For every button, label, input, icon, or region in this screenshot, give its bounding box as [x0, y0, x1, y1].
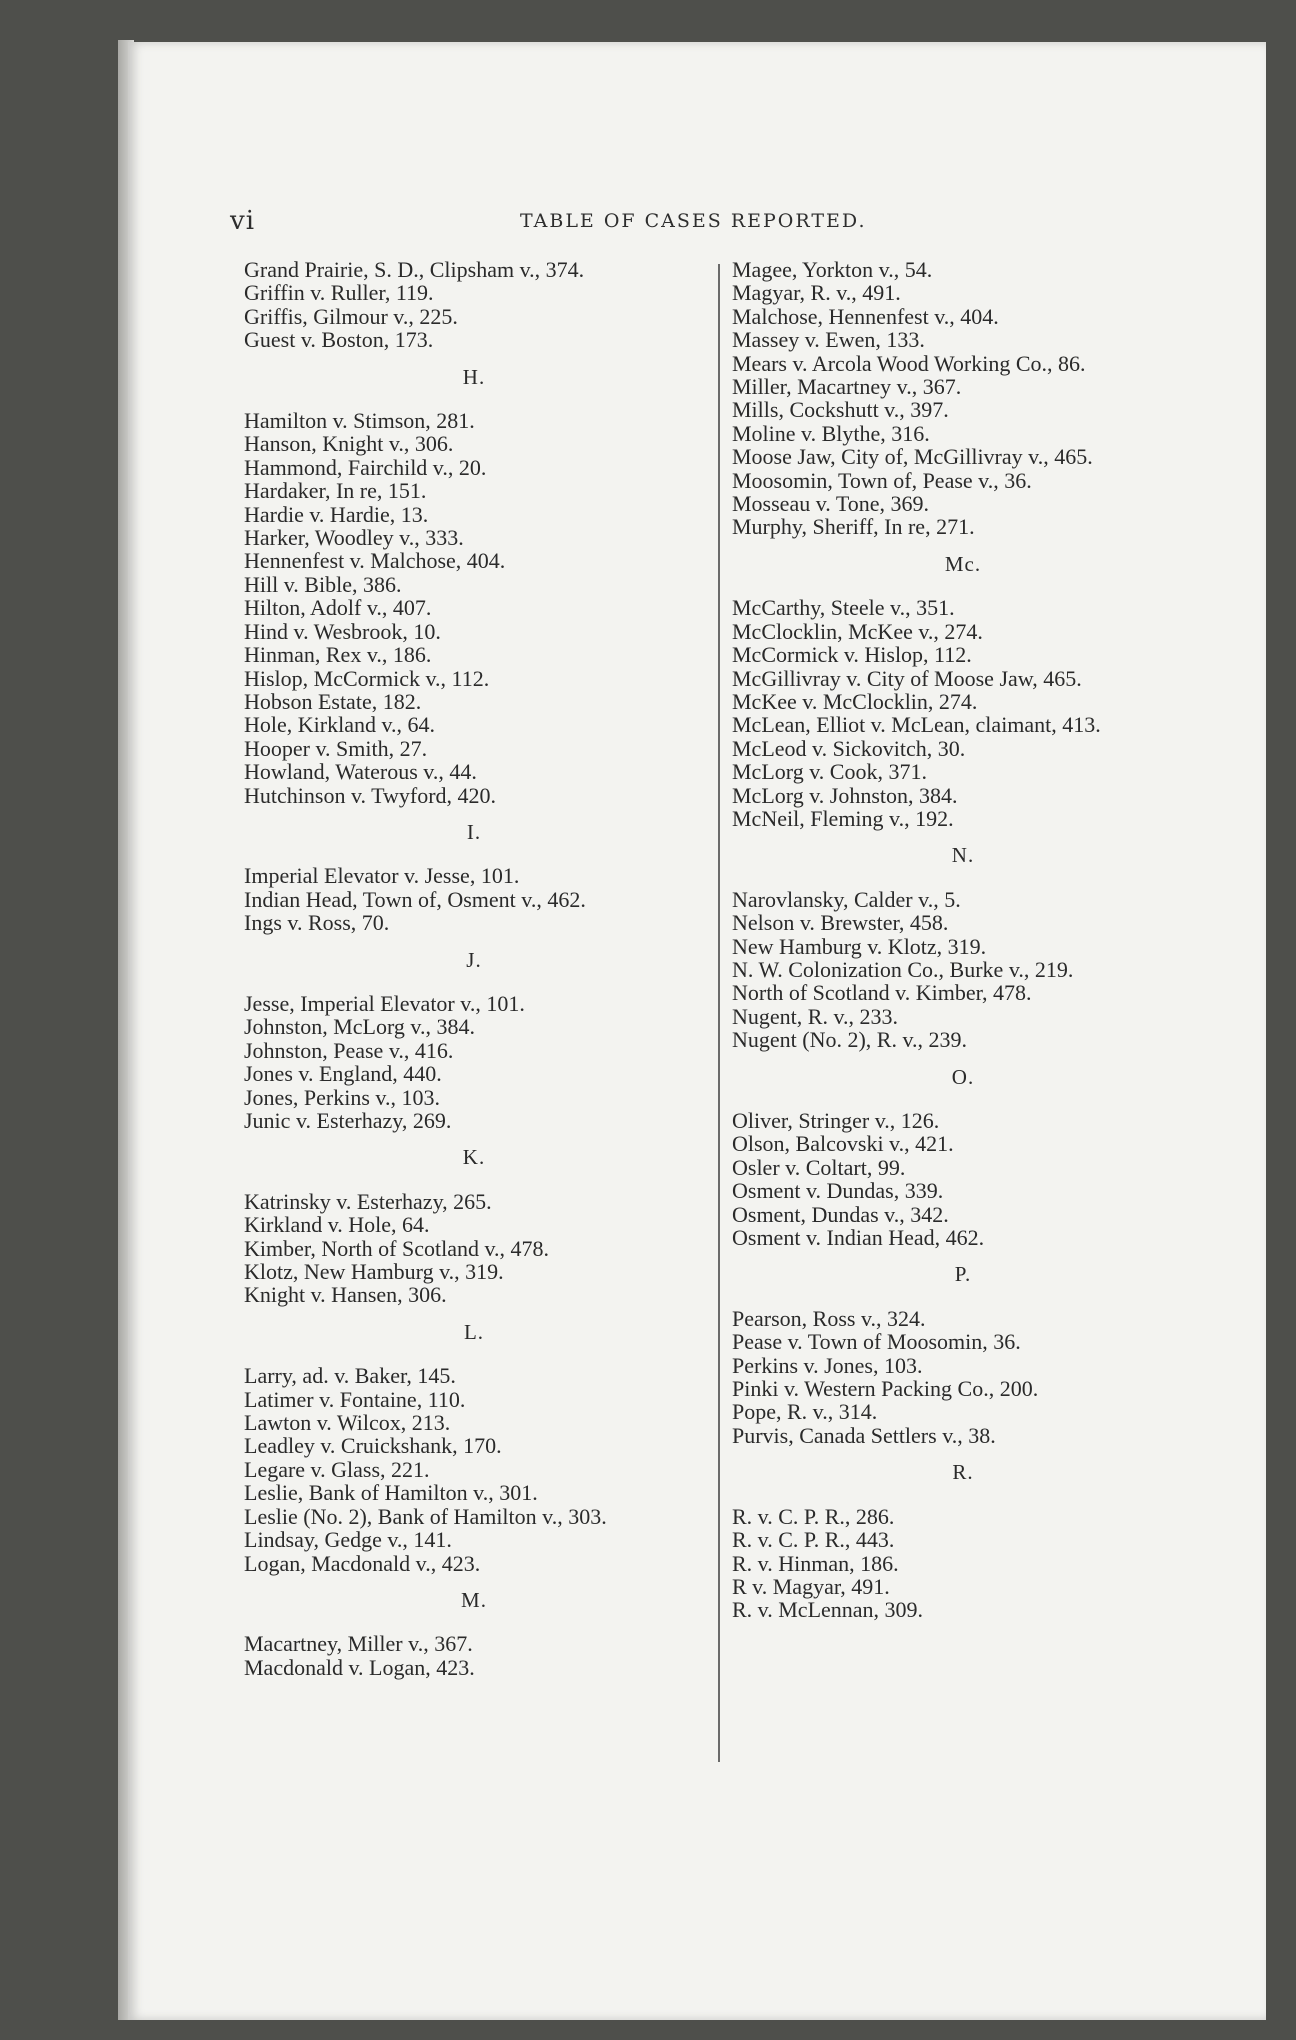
case-entry: McNeil, Fleming v., 192. — [732, 805, 954, 831]
case-entry: McGillivray v. City of Moose Jaw, 465. — [732, 665, 1082, 691]
case-entry: Hutchinson v. Twyford, 420. — [244, 782, 497, 808]
case-entry: Larry, ad. v. Baker, 145. — [244, 1363, 456, 1389]
case-entry: Mills, Cockshutt v., 397. — [732, 397, 949, 423]
case-entry: Guest v. Boston, 173. — [244, 327, 434, 353]
column-divider — [718, 264, 720, 1762]
case-entry: Junic v. Esterhazy, 269. — [244, 1108, 452, 1133]
case-entry: Leadley v. Cruickshank, 170. — [244, 1433, 502, 1459]
section-letter-heading: J. — [466, 947, 482, 972]
case-entry: Miller, Macartney v., 367. — [732, 374, 962, 400]
case-entry: Hinman, Rex v., 186. — [244, 642, 432, 668]
page-title: TABLE OF CASES REPORTED. — [520, 210, 867, 232]
section-letter-heading: N. — [951, 843, 975, 868]
case-entry: Logan, Macdonald v., 423. — [244, 1550, 481, 1576]
case-entry: Jesse, Imperial Elevator v., 101. — [244, 990, 525, 1016]
case-entry: R. v. C. P. R., 443. — [732, 1527, 895, 1553]
case-entry: Pearson, Ross v., 324. — [732, 1305, 926, 1331]
case-entry: Hobson Estate, 182. — [244, 688, 422, 714]
section-letter-heading: L. — [463, 1319, 485, 1344]
case-entry: Macartney, Miller v., 367. — [244, 1631, 473, 1657]
case-entry: Hennenfest v. Malchose, 404. — [244, 548, 506, 574]
case-entry: Hanson, Knight v., 306. — [244, 431, 454, 457]
case-entry: Ings v. Ross, 70. — [244, 910, 390, 936]
case-entry: Pease v. Town of Moosomin, 36. — [732, 1329, 1021, 1355]
case-entry: Legare v. Glass, 221. — [244, 1456, 430, 1482]
case-entry: Murphy, Sheriff, In re, 271. — [732, 514, 975, 540]
case-entry: Imperial Elevator v. Jesse, 101. — [244, 863, 520, 889]
case-entry: New Hamburg v. Klotz, 319. — [732, 933, 987, 959]
case-entry: Hardie v. Hardie, 13. — [244, 501, 429, 527]
section-letter-heading: Mc. — [944, 551, 982, 576]
case-entry: Pinki v. Western Packing Co., 200. — [732, 1376, 1039, 1402]
case-entry: Indian Head, Town of, Osment v., 462. — [244, 886, 586, 912]
case-entry: Latimer v. Fontaine, 110. — [244, 1386, 466, 1412]
case-entry: McCormick v. Hislop, 112. — [732, 642, 972, 668]
case-entry: McLorg v. Johnston, 384. — [732, 782, 958, 808]
case-entry: Purvis, Canada Settlers v., 38. — [732, 1422, 996, 1448]
case-entry: Moosomin, Town of, Pease v., 36. — [732, 467, 1032, 493]
case-entry: Johnston, McLorg v., 384. — [244, 1014, 475, 1040]
case-entry: R. v. Hinman, 186. — [732, 1550, 899, 1576]
case-entry: Hooper v. Smith, 27. — [244, 735, 428, 761]
case-entry: Moline v. Blythe, 316. — [732, 420, 930, 446]
section-letter-heading: M. — [461, 1587, 487, 1612]
case-entry: Johnston, Pease v., 416. — [244, 1037, 454, 1063]
section-letter-heading: R. — [952, 1460, 974, 1485]
case-entry: McClocklin, McKee v., 274. — [732, 618, 983, 644]
section-letter-heading: I. — [466, 819, 482, 844]
section-letter-heading: P. — [954, 1262, 972, 1287]
case-entry: Lindsay, Gedge v., 141. — [244, 1527, 452, 1553]
case-entry: Osment v. Indian Head, 462. — [732, 1225, 985, 1251]
case-entry: Oliver, Stringer v., 126. — [732, 1108, 940, 1133]
case-entry: Magyar, R. v., 491. — [732, 280, 901, 306]
case-entry: Nugent, R. v., 233. — [732, 1003, 899, 1029]
case-entry: Nugent (No. 2), R. v., 239. — [732, 1027, 968, 1053]
case-entry: Kimber, North of Scotland v., 478. — [244, 1235, 550, 1261]
case-entry: Griffin v. Ruller, 119. — [244, 280, 434, 306]
case-entry: Leslie, Bank of Hamilton v., 301. — [244, 1480, 538, 1506]
section-letter-heading: K. — [462, 1145, 486, 1170]
case-entry: Griffis, Gilmour v., 225. — [244, 303, 458, 329]
case-entry: Olson, Balcovski v., 421. — [732, 1131, 954, 1157]
case-entry: Osment v. Dundas, 339. — [732, 1178, 944, 1204]
case-entry: Grand Prairie, S. D., Clipsham v., 374. — [244, 257, 585, 282]
case-entry: Osler v. Coltart, 99. — [732, 1154, 906, 1180]
case-entry: McLean, Elliot v. McLean, claimant, 413. — [732, 712, 1101, 738]
case-entry: McLeod v. Sickovitch, 30. — [732, 735, 966, 761]
case-entry: Kirkland v. Hole, 64. — [244, 1212, 430, 1238]
case-entry: Massey v. Ewen, 133. — [732, 327, 925, 353]
case-entry: McLorg v. Cook, 371. — [732, 759, 927, 785]
case-entry: N. W. Colonization Co., Burke v., 219. — [732, 956, 1074, 982]
left-index-column — [244, 258, 704, 1679]
section-letter-heading: O. — [951, 1064, 975, 1089]
case-entry: Knight v. Hansen, 306. — [244, 1282, 447, 1308]
case-entry: R v. Magyar, 491. — [732, 1573, 890, 1599]
case-entry: R. v. C. P. R., 286. — [732, 1503, 895, 1529]
case-entry: Malchose, Hennenfest v., 404. — [732, 303, 999, 329]
case-entry: Hind v. Wesbrook, 10. — [244, 618, 441, 644]
case-entry: Narovlansky, Calder v., 5. — [732, 886, 961, 912]
case-entry: McCarthy, Steele v., 351. — [732, 595, 955, 621]
case-entry: Moose Jaw, City of, McGillivray v., 465. — [732, 444, 1093, 470]
case-entry: R. v. McLennan, 309. — [732, 1597, 924, 1623]
case-entry: Lawton v. Wilcox, 213. — [244, 1410, 451, 1436]
case-entry: Klotz, New Hamburg v., 319. — [244, 1259, 504, 1285]
case-entry: Magee, Yorkton v., 54. — [732, 257, 933, 282]
case-entry: North of Scotland v. Kimber, 478. — [732, 980, 1032, 1006]
case-entry: Hole, Kirkland v., 64. — [244, 712, 436, 738]
case-entry: Jones, Perkins v., 103. — [244, 1084, 440, 1110]
case-entry: Osment, Dundas v., 342. — [732, 1201, 949, 1227]
case-entry: Nelson v. Brewster, 458. — [732, 910, 949, 936]
right-index-column — [732, 258, 1194, 1622]
case-entry: Leslie (No. 2), Bank of Hamilton v., 303. — [244, 1503, 607, 1529]
case-entry: Hilton, Adolf v., 407. — [244, 595, 432, 621]
case-entry: Hammond, Fairchild v., 20. — [244, 454, 487, 480]
section-letter-heading: H. — [462, 364, 486, 389]
case-entry: Mosseau v. Tone, 369. — [732, 491, 930, 517]
case-entry: Pope, R. v., 314. — [732, 1399, 878, 1425]
case-entry: Hill v. Bible, 386. — [244, 571, 402, 597]
page-number: vi — [230, 206, 256, 236]
case-entry: Mears v. Arcola Wood Working Co., 86. — [732, 350, 1086, 376]
case-entry: Hamilton v. Stimson, 281. — [244, 408, 475, 434]
case-entry: Hislop, McCormick v., 112. — [244, 665, 490, 691]
case-entry: Macdonald v. Logan, 423. — [244, 1654, 475, 1680]
case-entry: Jones v. England, 440. — [244, 1061, 442, 1087]
case-entry: Harker, Woodley v., 333. — [244, 525, 464, 551]
case-entry: McKee v. McClocklin, 274. — [732, 688, 978, 714]
case-entry: Howland, Waterous v., 44. — [244, 759, 477, 785]
case-entry: Katrinsky v. Esterhazy, 265. — [244, 1188, 492, 1214]
case-entry: Hardaker, In re, 151. — [244, 478, 427, 504]
page-header — [230, 206, 1030, 236]
case-entry: Perkins v. Jones, 103. — [732, 1352, 923, 1378]
